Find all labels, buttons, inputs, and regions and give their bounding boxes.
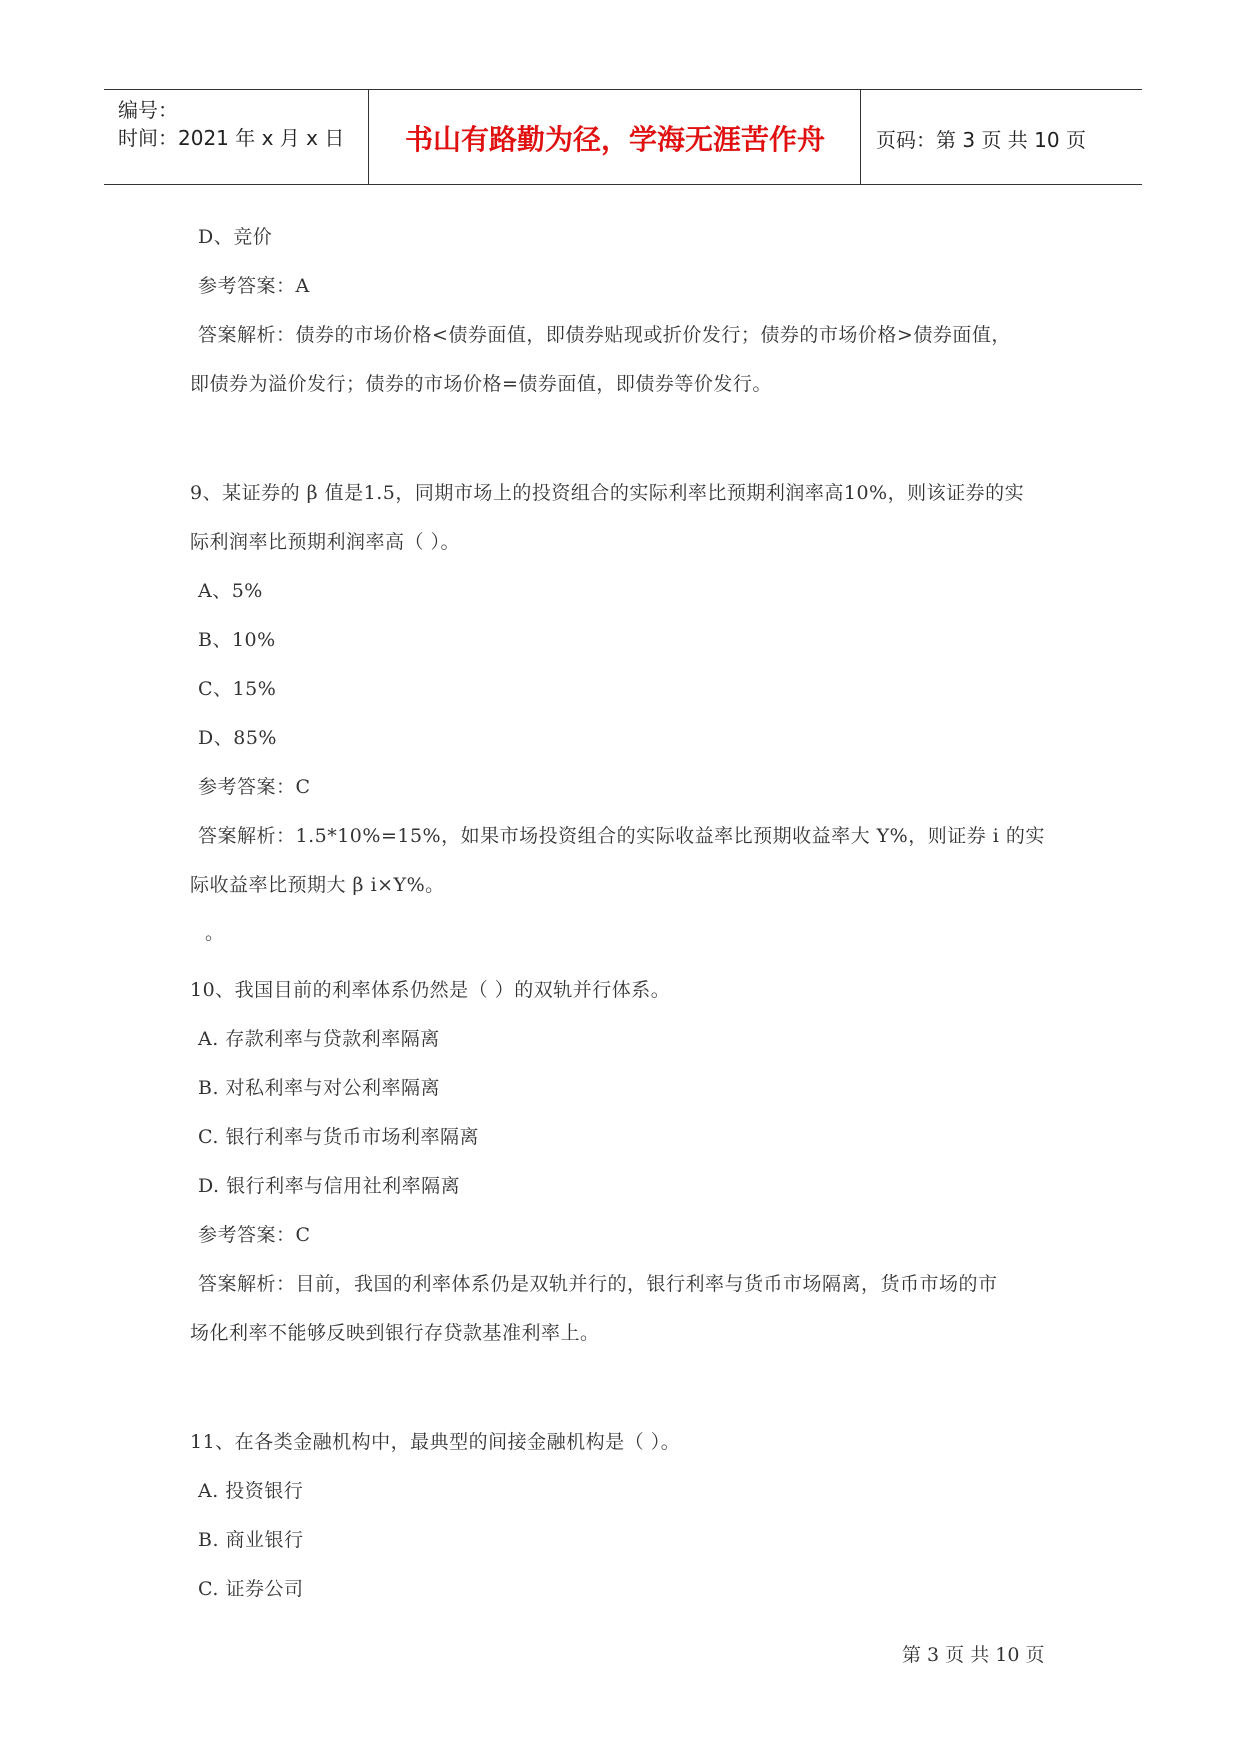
number-label: 编号： bbox=[118, 98, 178, 122]
header-motto-cell bbox=[370, 90, 861, 184]
q8-analysis-line-1: 答案解析：债券的市场价格<债券面值，即债券贴现或折价发行；债券的市场价格>债券面值， bbox=[198, 324, 1011, 346]
q11-option-b: B. 商业银行 bbox=[198, 1529, 304, 1551]
q10-option-d: D. 银行利率与信用社利率隔离 bbox=[198, 1175, 461, 1197]
q10-option-b: B. 对私利率与对公利率隔离 bbox=[198, 1077, 441, 1099]
q11-stem: 11、在各类金融机构中，最典型的间接金融机构是（ ）。 bbox=[190, 1431, 681, 1453]
motto: 书山有路勤为径，学海无涯苦作舟 bbox=[404, 123, 825, 156]
time-label: 时间：2021 年 x 月 x 日 bbox=[118, 126, 345, 150]
q10-answer: 参考答案：C bbox=[198, 1224, 311, 1246]
q10-option-a: A. 存款利率与贷款利率隔离 bbox=[198, 1028, 440, 1050]
q9-stem-line-1: 9、某证券的 β 值是1.5，同期市场上的投资组合的实际利率比预期利润率高10%，则该证券的实 bbox=[190, 482, 1025, 504]
q8-option-d: D、竞价 bbox=[198, 226, 273, 248]
page-header bbox=[104, 89, 1142, 185]
q9-option-b: B、10% bbox=[198, 629, 276, 651]
q9-answer: 参考答案：C bbox=[198, 776, 311, 798]
q8-answer: 参考答案：A bbox=[198, 275, 310, 297]
q10-analysis-line-2: 场化利率不能够反映到银行存贷款基准利率上。 bbox=[190, 1322, 600, 1344]
q9-analysis-line-2: 际收益率比预期大 β i×Y%。 bbox=[190, 874, 445, 896]
page-footer: 第 3 页 共 10 页 bbox=[902, 1644, 1045, 1666]
q9-trailing-mark: 。 bbox=[205, 922, 225, 944]
header-right-cell bbox=[862, 90, 1142, 184]
q9-option-d: D、85% bbox=[198, 727, 277, 749]
q11-option-c: C. 证券公司 bbox=[198, 1578, 304, 1600]
q8-analysis-line-2: 即债券为溢价发行；债券的市场价格=债券面值，即债券等价发行。 bbox=[190, 373, 772, 395]
q10-option-c: C. 银行利率与货币市场利率隔离 bbox=[198, 1126, 479, 1148]
q9-analysis-line-1: 答案解析：1.5*10%=15%，如果市场投资组合的实际收益率比预期收益率大 Y%，则证券 i 的实 bbox=[198, 825, 1045, 847]
header-page-label: 页码：第 3 页 共 10 页 bbox=[876, 128, 1086, 152]
header-left-cell bbox=[104, 90, 369, 184]
q10-stem: 10、我国目前的利率体系仍然是（ ）的双轨并行体系。 bbox=[190, 979, 671, 1001]
q11-option-a: A. 投资银行 bbox=[198, 1480, 304, 1502]
q10-analysis-line-1: 答案解析：目前，我国的利率体系仍是双轨并行的，银行利率与货币市场隔离，货币市场的市 bbox=[198, 1273, 998, 1295]
q9-option-a: A、5% bbox=[198, 580, 263, 602]
q9-stem-line-2: 际利润率比预期利润率高（ ）。 bbox=[190, 531, 461, 553]
q9-option-c: C、15% bbox=[198, 678, 277, 700]
